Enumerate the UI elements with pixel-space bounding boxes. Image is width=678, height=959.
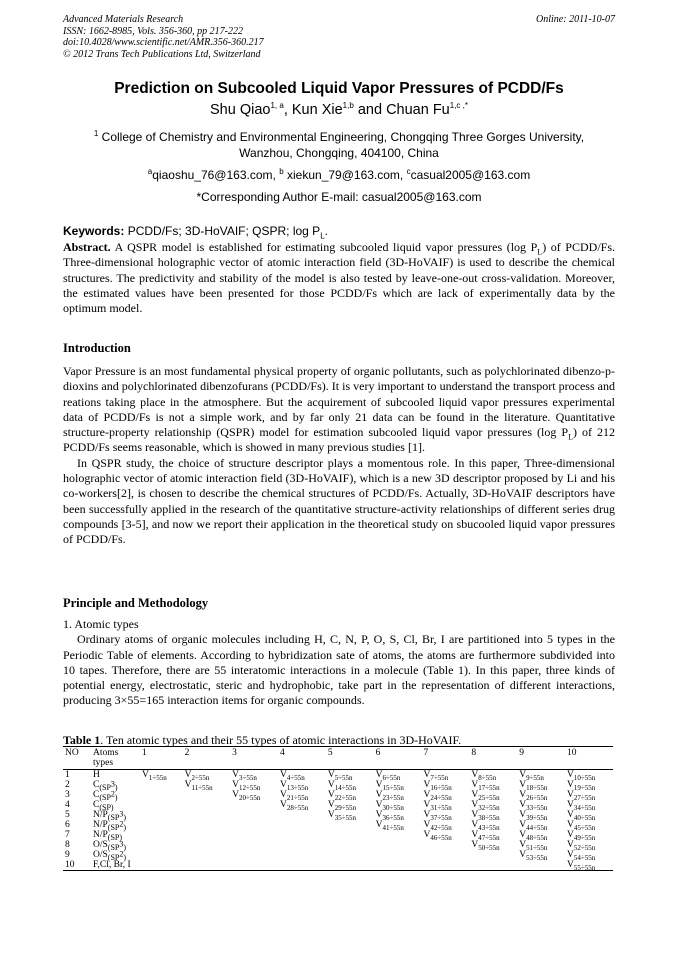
interaction-cell: $V_{53\div 55n}$ [519, 850, 548, 862]
interaction-cell: $V_{43\div 55n}$ [471, 820, 500, 832]
interaction-cell [183, 810, 230, 820]
interaction-cell [278, 850, 326, 860]
interaction-cell: $V_{29\div 55n}$ [327, 800, 357, 812]
interaction-cell: $V_{1\div 55n}$ [142, 770, 167, 782]
section-heading-principle: Principle and Methodology [63, 596, 209, 610]
atom-type: H [93, 770, 100, 780]
interaction-cell: $V_{34\div 55n}$ [567, 800, 596, 812]
author-list: Shu Qiao$^{1, a}$, Kun Xie$^{1,b}$ and Chuan $Fu^{1,c ,*}$ [210, 101, 468, 118]
interaction-cell: $V_{27\div 55n}$ [567, 790, 596, 802]
atomic-types-table [63, 746, 613, 871]
corresponding-author: *Corresponding Author E-mail: casual2005@163.com [196, 190, 482, 204]
interaction-cell [140, 810, 183, 820]
interaction-cell [140, 830, 183, 840]
interaction-cell: $V_{17\div 55n}$ [471, 780, 500, 792]
atom-type: $C_{(SP)}$ [93, 800, 114, 812]
table-header-cell: Atoms types [91, 747, 140, 770]
interaction-cell [278, 830, 326, 840]
table-row [63, 780, 613, 790]
interaction-cell [183, 800, 230, 810]
atom-type: $C_{(SP^3)}$ [93, 779, 118, 792]
interaction-cell [374, 840, 422, 850]
introduction-body [63, 364, 615, 548]
issn: ISSN: 1662-8985, Vols. 356-360, pp 217-222 [63, 25, 243, 37]
interaction-cell [230, 860, 278, 871]
interaction-cell: $V_{20\div 55n}$ [232, 790, 261, 802]
interaction-cell: $V_{39\div 55n}$ [519, 810, 548, 822]
interaction-cell [183, 830, 230, 840]
interaction-cell: $V_{36\div 55n}$ [375, 810, 404, 822]
table-row [63, 850, 613, 860]
interaction-cell: $V_{23\div 55n}$ [375, 790, 404, 802]
interaction-cell [140, 850, 183, 860]
interaction-cell [140, 790, 183, 800]
table-header-cell: 2 [183, 747, 230, 770]
interaction-cell: $V_{5\div 55n}$ [327, 770, 353, 782]
row-number: 6 [65, 820, 70, 830]
interaction-cell: $V_{18\div 55n}$ [519, 780, 548, 792]
interaction-cell: $V_{50\div 55n}$ [471, 840, 500, 852]
table-header-cell: 3 [230, 747, 278, 770]
interaction-cell: $V_{7\div 55n}$ [423, 770, 449, 782]
interaction-cell: $V_{21\div 55n}$ [279, 790, 309, 802]
interaction-cell: $V_{3\div 55n}$ [232, 770, 257, 782]
interaction-cell: $V_{13\div 55n}$ [279, 780, 309, 792]
interaction-cell: $V_{35\div 55n}$ [327, 810, 357, 822]
table-header-cell: 10 [565, 747, 613, 770]
page-header [63, 14, 615, 60]
row-number: 1 [65, 770, 70, 780]
interaction-cell: $V_{32\div 55n}$ [471, 800, 500, 812]
table-header-cell: 8 [469, 747, 517, 770]
atom-type: $O/S_{(SP^3)}$ [93, 839, 127, 852]
interaction-cell [278, 860, 326, 871]
journal-name: Advanced Materials Research [63, 14, 184, 25]
interaction-cell: $V_{51\div 55n}$ [519, 840, 548, 852]
interaction-cell: $V_{24\div 55n}$ [423, 790, 452, 802]
row-number: 3 [65, 790, 70, 800]
interaction-cell: $V_{30\div 55n}$ [375, 800, 404, 812]
table-header-cell: 7 [422, 747, 470, 770]
interaction-cell [140, 860, 183, 871]
affiliation: $^1$ College of Chemistry and Environmental Engineering, Chongqing Three Gorges University, Wanzhou, Chongqing, 404100, China [93, 129, 585, 160]
table-header-cell: 9 [517, 747, 565, 770]
interaction-cell [326, 860, 374, 871]
row-number: 2 [65, 780, 70, 790]
interaction-cell [278, 840, 326, 850]
interaction-cell [278, 820, 326, 830]
author-name: Shu Qiao [210, 102, 271, 118]
interaction-cell: $V_{15\div 55n}$ [375, 780, 404, 792]
table-row [63, 840, 613, 850]
subsection-heading: 1. Atomic types [63, 617, 139, 631]
copyright: © 2012 Trans Tech Publications Ltd, Switzerland [63, 48, 261, 60]
interaction-cell: $V_{38\div 55n}$ [471, 810, 500, 822]
interaction-cell: $V_{26\div 55n}$ [519, 790, 548, 802]
interaction-cell [140, 840, 183, 850]
interaction-cell: $V_{44\div 55n}$ [519, 820, 548, 832]
interaction-cell [183, 840, 230, 850]
row-number: 8 [65, 840, 70, 850]
interaction-cell: $V_{9\div 55n}$ [519, 770, 544, 782]
interaction-cell: $V_{42\div 55n}$ [423, 820, 452, 832]
table-header-cell: 5 [326, 747, 374, 770]
interaction-cell [326, 850, 374, 860]
paragraph: Vapor Pressure is an most fundamental physical property of organic pollutants, such as polychlorinated dibenzo-p-dioxins and polychlorinated dibenzofurans (PCDD/Fs). It is very important to understand the transport process and reations taking place in the atmosphere. But the acquirement of subcooled liquid vapor pressures experimental data of PCDD/Fs is not a simple work, and by far only 21 data can be found in the literature. Quantitative structure-property relationship (QSPR) model for estimation subcooled liquid vapor pressures (log $P_L$) of 212 PCDD/Fs seems reasonable, which is showed in many previous studies [1]. [63, 364, 615, 455]
row-number: 7 [65, 830, 70, 840]
table-header-row [63, 747, 613, 770]
interaction-cell [183, 820, 230, 830]
paragraph: In QSPR study, the choice of structure descriptor plays a momentous role. In this paper, Three-dimensional holographic vector of atomic interaction field (3D-HoVAIF), which is a new 3D descriptor proposed by Li and his co-workers[2], is chosen to describe the chemical structures of PCDD/Fs. Actually, 3D-HoVAIF descriptors have been successfully applied in the research of the quantitative structure-activity relationships of different series drug compounds [3-5], and now we report their application in the theoretical study on sbucooled liquid vapor pressures of PCDD/Fs. [63, 455, 615, 547]
row-number: 9 [65, 850, 70, 860]
interaction-cell [230, 820, 278, 830]
interaction-cell [140, 820, 183, 830]
atom-type: $N/P_{(SP)}$ [93, 830, 123, 842]
interaction-cell [230, 810, 278, 820]
atom-type: F,Cl, Br, I [91, 860, 140, 871]
principle-body [63, 617, 615, 709]
interaction-cell: $V_{2\div 55n}$ [184, 770, 210, 782]
author-name: Kun Xie [291, 102, 343, 118]
table-header-cell: 4 [278, 747, 326, 770]
interaction-cell [422, 860, 470, 871]
interaction-cell: $V_{47\div 55n}$ [471, 830, 500, 842]
abstract: Abstract. A QSPR model is established for estimating subcooled liquid vapor pressures (log $P_L$) of PCDD/Fs. Three-dimensional holographic vector of atomic interaction field (3D-HoVAIF) is used to describe the chemical structures. The predictivity and stability of the model is also tested by leave-one-out cross-validation. Moreover, the estimated values have been presented for those PCDD/Fs which are lack of experimentally data by the optimum model. [63, 240, 615, 316]
interaction-cell: $V_{31\div 55n}$ [423, 800, 452, 812]
interaction-cell [326, 830, 374, 840]
interaction-cell [230, 840, 278, 850]
interaction-cell: $V_{52\div 55n}$ [567, 840, 596, 852]
interaction-cell: $V_{4\div 55n}$ [279, 770, 305, 782]
interaction-cell: $V_{14\div 55n}$ [327, 780, 357, 792]
row-number: 4 [65, 800, 70, 810]
interaction-cell [230, 830, 278, 840]
section-heading-introduction: Introduction [63, 341, 131, 355]
table-header-cell: NO [63, 747, 91, 770]
atom-type: $O/S_{(SP^2)}$ [93, 849, 127, 862]
interaction-cell [183, 860, 230, 871]
keywords: Keywords: PCDD/Fs; 3D-HoVAIF; QSPR; $\log P_L$. [63, 224, 328, 241]
interaction-cell [230, 850, 278, 860]
interaction-cell: $V_{33\div 55n}$ [519, 800, 548, 812]
online-date: Online: 2011-10-07 [536, 14, 615, 25]
interaction-cell: $V_{55\div 55n}$ [565, 860, 613, 871]
table-header-cell: 1 [140, 747, 183, 770]
interaction-cell: $V_{54\div 55n}$ [567, 850, 596, 862]
interaction-cell: $V_{41\div 55n}$ [375, 820, 404, 832]
atom-type: $N/P_{(SP^3)}$ [93, 809, 127, 822]
table-caption: Table 1. Ten atomic types and their 55 types of atomic interactions in 3D-HoVAIF. [63, 733, 462, 747]
paper-title: Prediction on Subcooled Liquid Vapor Pressures of PCDD/Fs [114, 80, 564, 97]
doi: doi:10.4028/www.scientific.net/AMR.356-360.217 [63, 37, 264, 48]
interaction-cell: $V_{37\div 55n}$ [423, 810, 452, 822]
table-row [63, 770, 613, 781]
interaction-cell: $V_{22\div 55n}$ [327, 790, 357, 802]
table-row [63, 800, 613, 810]
interaction-cell: $V_{10\div 55n}$ [567, 770, 596, 782]
table-header-cell: 6 [374, 747, 422, 770]
author-name: Chuan Fu [386, 102, 450, 118]
interaction-cell [469, 860, 517, 871]
interaction-cell: $V_{16\div 55n}$ [423, 780, 452, 792]
interaction-cell [326, 840, 374, 850]
interaction-cell: $V_{11\div 55n}$ [184, 780, 213, 792]
row-number: 5 [65, 810, 70, 820]
interaction-cell [374, 850, 422, 860]
interaction-cell: $V_{40\div 55n}$ [567, 810, 596, 822]
interaction-cell: $V_{6\div 55n}$ [375, 770, 401, 782]
interaction-cell [140, 800, 183, 810]
interaction-cell [422, 850, 470, 860]
table-row [63, 810, 613, 820]
row-number: 10 [63, 860, 91, 871]
interaction-cell: $V_{45\div 55n}$ [567, 820, 596, 832]
interaction-cell: $V_{48\div 55n}$ [519, 830, 548, 842]
interaction-cell [374, 860, 422, 871]
table-row [63, 790, 613, 800]
author-emails: $^a$qiaoshu_76@163.com, $^b$ xiekun_79@163.com, $^c$casual2005@163.com [147, 167, 531, 182]
interaction-cell: $V_{28\div 55n}$ [279, 800, 309, 812]
interaction-cell: $V_{46\div 55n}$ [423, 830, 452, 842]
table-row [63, 830, 613, 840]
atom-type: $C_{(SP^2)}$ [93, 789, 118, 802]
interaction-cell: $V_{19\div 55n}$ [567, 780, 596, 792]
interaction-cell: $V_{49\div 55n}$ [567, 830, 596, 842]
interaction-cell: $V_{8\div 55n}$ [471, 770, 497, 782]
interaction-cell [183, 850, 230, 860]
atom-type: $N/P_{(SP^2)}$ [93, 819, 127, 832]
interaction-cell: $V_{25\div 55n}$ [471, 790, 500, 802]
interaction-cell: $V_{12\div 55n}$ [232, 780, 261, 792]
paragraph: Ordinary atoms of organic molecules including H, C, N, P, O, S, Cl, Br, I are partitioned into 5 types in the Periodic Table of elements. According to hybridization sate of atoms, the atoms are furthermore subdivided into 10 tapes. Therefore, there are 55 interatomic interactions in a molecule (Table 1). In this paper, three kinds of potential energy, electrostatic, steric and hydrophobic, take part in the representation of different interactions, producing 3×55=165 interaction items for organic compounds. [63, 632, 615, 708]
